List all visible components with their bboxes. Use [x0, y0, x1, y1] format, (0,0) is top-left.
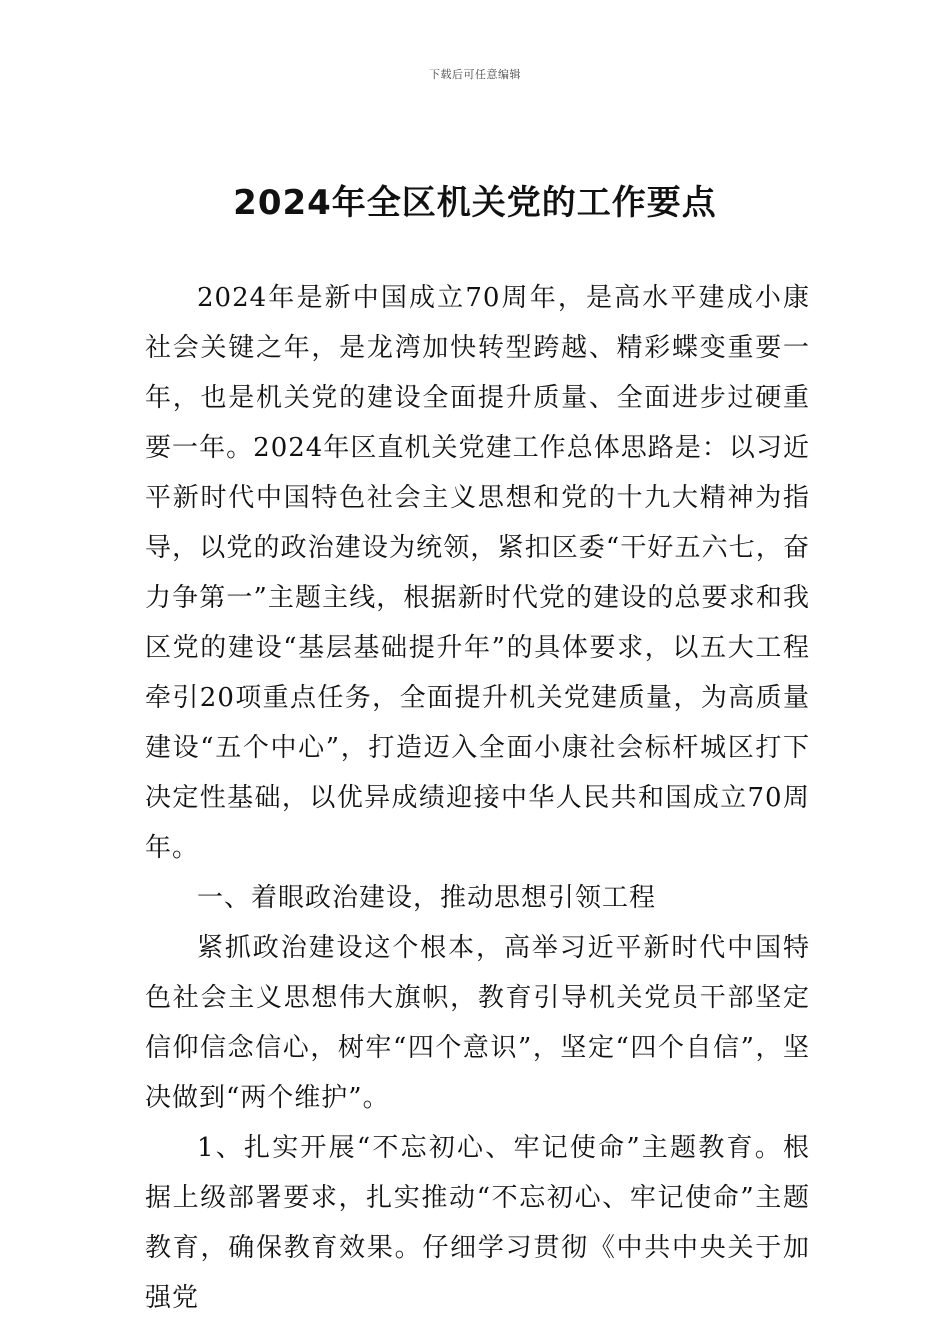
document-body	[145, 273, 810, 1323]
section-heading-1: 一、着眼政治建设，推动思想引领工程	[197, 883, 657, 913]
paragraph-item-1: 1、扎实开展“不忘初心、牢记使命”主题教育。根据上级部署要求，扎实推动“不忘初心、牢记使命”主题教育，确保教育效果。仔细学习贯彻《中共中央关于加强党	[145, 1133, 810, 1313]
paragraph-section-1: 紧抓政治建设这个根本，高举习近平新时代中国特色社会主义思想伟大旗帜，教育引导机关党员干部坚定信仰信念信心，树牢“四个意识”，坚定“四个自信”，坚决做到“两个维护”。	[145, 933, 810, 1113]
document-title: 2024年全区机关党的工作要点	[233, 183, 717, 223]
paragraph-intro: 2024年是新中国成立70周年，是高水平建成小康社会关键之年，是龙湾加快转型跨越、精彩蝶变重要一年，也是机关党的建设全面提升质量、全面进步过硬重要一年。2024年区直机关党建工作总体思路是：以习近平新时代中国特色社会主义思想和党的十九大精神为指导，以党的政治建设为统领，紧扣区委“干好五六七，奋力争第一”主题主线，根据新时代党的建设的总要求和我区党的建设“基层基础提升年”的具体要求，以五大工程牵引20项重点任务，全面提升机关党建质量，为高质量建设“五个中心”，打造迈入全面小康社会标杆城区打下决定性基础，以优异成绩迎接中华人民共和国成立70周年。	[145, 283, 810, 863]
header-note: 下载后可任意编辑	[429, 68, 521, 81]
